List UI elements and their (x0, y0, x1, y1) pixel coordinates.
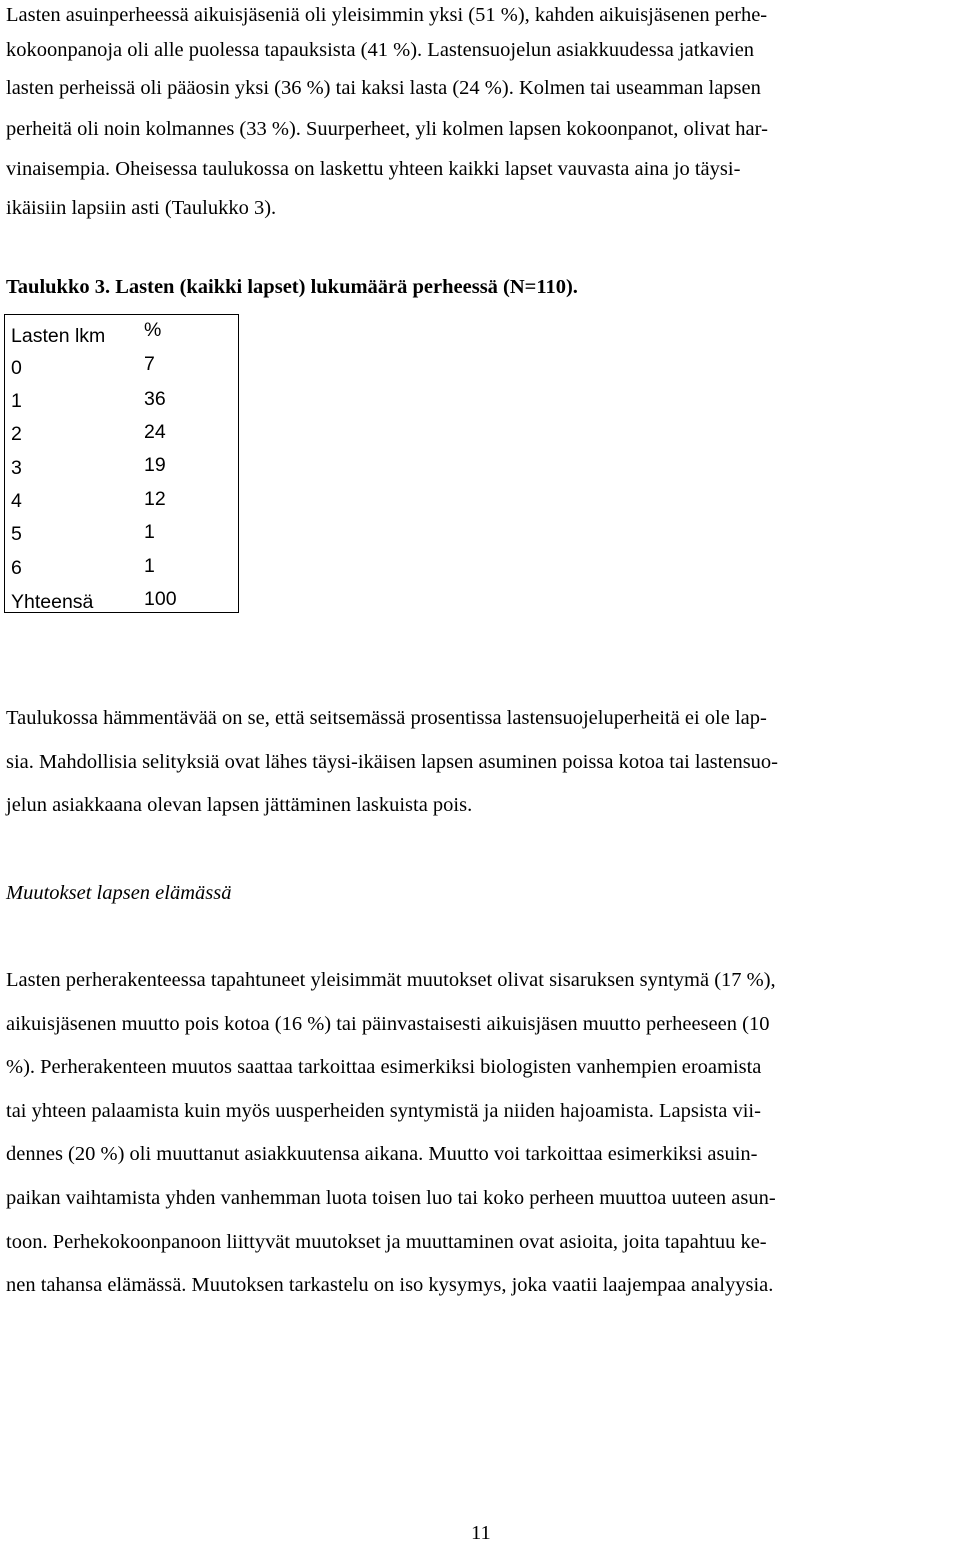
text-line: lasten perheissä oli pääosin yksi (36 %) tai kaksi lasta (24 %). Kolmen tai useamman lapsen (6, 77, 761, 99)
text-line: tai yhteen palaamista kuin myös uusperheiden syntymistä ja niiden hajoamista. Lapsista vii- (6, 1100, 761, 1122)
table-cell-total-label: Yhteensä (11, 591, 94, 613)
text-line: kokoonpanoja oli alle puolessa tapauksista (41 %). Lastensuojelun asiakkuudessa jatkavien (6, 39, 755, 61)
text-line: jelun asiakkaana olevan lapsen jättäminen laskuista pois. (6, 794, 473, 816)
table-cell-count: 3 (11, 457, 22, 479)
text-line: toon. Perhekokoonpanoon liittyvät muutokset ja muuttaminen ovat asioita, joita tapahtuu ke- (6, 1231, 767, 1253)
text-line: dennes (20 %) oli muuttanut asiakkuutensa aikana. Muutto voi tarkoittaa esimerkiksi asuin- (6, 1143, 758, 1165)
text-line: Lasten perherakenteessa tapahtuneet yleisimmät muutokset olivat sisaruksen syntymä (17 %), (6, 969, 776, 991)
page-number: 11 (471, 1522, 491, 1544)
table-cell-percent: 1 (144, 555, 155, 577)
table-header-percent: % (144, 319, 162, 341)
table-cell-percent: 12 (144, 488, 166, 510)
text-line: vinaisempia. Oheisessa taulukossa on laskettu yhteen kaikki lapset vauvasta aina jo täysi- (6, 158, 741, 180)
table-cell-percent: 7 (144, 353, 155, 375)
text-line: paikan vaihtamista yhden vanhemman luota toisen luo tai koko perheen muuttoa uuteen asun- (6, 1187, 776, 1209)
text-line: sia. Mahdollisia selityksiä ovat lähes täysi-ikäisen lapsen asuminen poissa kotoa tai lastensuo- (6, 751, 779, 773)
table-header-count: Lasten lkm (11, 325, 106, 347)
section-heading: Muutokset lapsen elämässä (6, 882, 232, 904)
table-cell-count: 5 (11, 523, 22, 545)
table-cell-count: 2 (11, 423, 22, 445)
table-cell-percent: 19 (144, 454, 166, 476)
text-line: Lasten asuinperheessä aikuisjäseniä oli yleisimmin yksi (51 %), kahden aikuisjäsenen perhe- (6, 4, 768, 26)
table-bottom-border (136, 612, 239, 613)
table-caption: Taulukko 3. Lasten (kaikki lapset) lukumäärä perheessä (N=110). (6, 276, 578, 298)
table-cell-count: 6 (11, 557, 22, 579)
text-line: nen tahansa elämässä. Muutoksen tarkastelu on iso kysymys, joka vaatii laajempaa analyysia. (6, 1274, 774, 1296)
table-cell-count: 1 (11, 390, 22, 412)
table-bottom-border (4, 612, 136, 613)
text-line: perheitä oli noin kolmannes (33 %). Suurperheet, yli kolmen lapsen kokoonpanot, olivat har- (6, 118, 768, 140)
table-cell-percent: 36 (144, 388, 166, 410)
table-cell-count: 0 (11, 357, 22, 379)
table-cell-percent: 24 (144, 421, 166, 443)
text-line: Taulukossa hämmentävää on se, että seitsemässä prosentissa lastensuojeluperheitä ei ole lap- (6, 707, 767, 729)
table-cell-total-value: 100 (144, 588, 177, 610)
text-line: ikäisiin lapsiin asti (Taulukko 3). (6, 197, 277, 219)
text-line: %). Perherakenteen muutos saattaa tarkoittaa esimerkiksi biologisten vanhempien eroamista (6, 1056, 762, 1078)
children-count-table (4, 314, 239, 613)
table-cell-percent: 1 (144, 521, 155, 543)
table-cell-count: 4 (11, 490, 22, 512)
text-line: aikuisjäsenen muutto pois kotoa (16 %) tai päinvastaisesti aikuisjäsen muutto perheeseen (10 (6, 1013, 770, 1035)
